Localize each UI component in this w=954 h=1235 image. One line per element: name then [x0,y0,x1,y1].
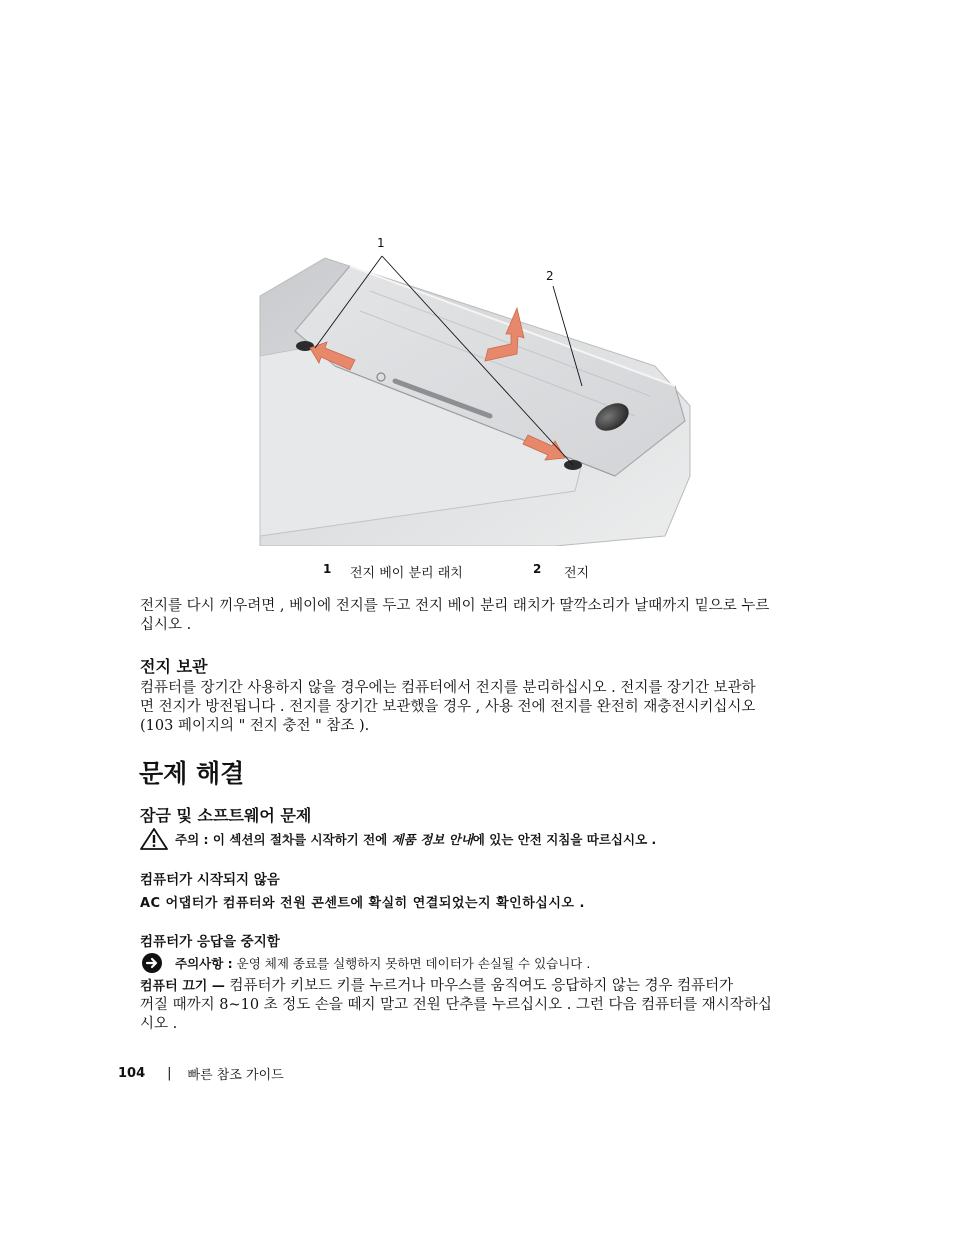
text-line: 십시오 . [140,617,192,633]
callout-2: 2 [546,269,554,283]
legend-num-2: 2 [533,562,542,576]
page-footer [118,1064,284,1083]
chapter-title: 문제 해결 [139,759,245,788]
footer-separator: | [167,1066,172,1081]
text-line: 꺼질 때까지 8~10 초 정도 손을 떼지 말고 전원 단추를 누르십시오 . 그런 다음 컴퓨터를 재시작하십 [140,997,772,1013]
laptop-battery-drawing [255,236,695,546]
shutdown-paragraph [140,977,816,1034]
subheading-no-start: 컴퓨터가 시작되지 않음 [140,872,280,888]
notice-circle-icon [140,952,168,974]
page-number: 104 [118,1066,146,1081]
caution-italic-title: 제품 정보 안내 [391,832,473,847]
section-heading-storage: 전지 보관 [140,657,208,676]
caution-text-before: 이 섹션의 절차를 시작하기 전에 [208,832,392,847]
no-start-instruction: AC 어댑터가 컴퓨터와 전원 콘센트에 확실히 연결되었는지 확인하십시오 . [140,896,585,911]
intro-paragraph [140,597,816,635]
warning-triangle-icon [140,828,168,850]
caution-note [140,828,656,850]
callout-1: 1 [377,236,385,250]
legend-num-1: 1 [323,562,332,576]
legend-text-2: 전지 [564,566,590,581]
section-heading-lockups: 잠금 및 소프트웨어 문제 [140,806,312,825]
footer-title: 빠른 참조 가이드 [187,1068,284,1083]
notice-label: 주의사항 : [175,956,233,971]
subheading-not-responding: 컴퓨터가 응답을 중지함 [140,934,280,950]
notice-text: 운영 체제 종료를 실행하지 못하면 데이터가 손실될 수 있습니다 . [232,956,591,971]
legend-text-1: 전지 베이 분리 래치 [350,566,463,581]
text-line: 면 전지가 방전됩니다 . 전지를 장기간 보관했을 경우 , 사용 전에 전지를 완전히 재충전시키십시오 [140,699,756,715]
notice-note [140,952,590,974]
storage-paragraph [140,679,816,736]
battery-removal-illustration [255,236,695,546]
text-line: (103 페이지의 " 전지 충전 " 참조 ). [140,718,370,734]
text-line: 전지를 다시 끼우려면 , 베이에 전지를 두고 전지 베이 분리 래치가 딸깍소리가 날때까지 밑으로 누르 [140,598,770,614]
text-line: 컴퓨터가 키보드 키를 누르거나 마우스를 움직여도 응답하지 않는 경우 컴퓨터가 [224,978,734,994]
shutdown-lead: 컴퓨터 끄기 — [140,979,225,994]
caution-label: 주의 : [175,832,209,847]
text-line: 컴퓨터를 장기간 사용하지 않을 경우에는 컴퓨터에서 전지를 분리하십시오 . 전지를 장기간 보관하 [140,680,756,696]
text-line: 시오 . [140,1016,178,1032]
caution-text-after: 에 있는 안전 지침을 따르십시오 . [472,832,657,847]
